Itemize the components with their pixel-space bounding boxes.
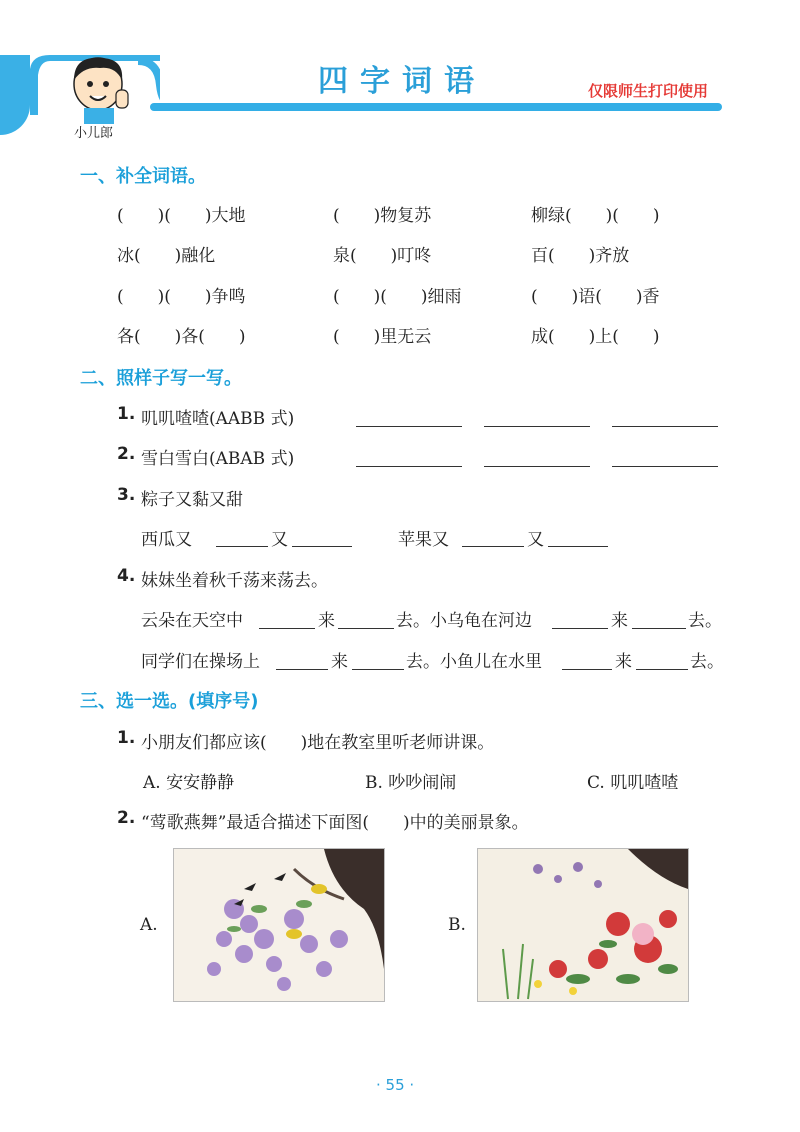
picture-a[interactable] [173, 848, 385, 1002]
answer-line[interactable] [612, 466, 718, 467]
word-item: ( )语( )香 [531, 287, 660, 307]
question-text: 妹妹坐着秋千荡来荡去。 [141, 571, 328, 591]
prompt-text: 又 [271, 530, 288, 550]
word-item: ( )( )细雨 [333, 287, 462, 307]
word-item: 冰( )融化 [117, 246, 216, 266]
answer-line[interactable] [292, 546, 352, 547]
mascot-icon [60, 50, 140, 125]
pic-label-b: B. [448, 915, 466, 935]
page-title: 四字词语 [318, 64, 486, 99]
question-text: 粽子又黏又甜 [141, 490, 243, 510]
answer-line[interactable] [356, 426, 462, 427]
option-b[interactable]: B. 吵吵闹闹 [365, 773, 457, 793]
question-text: 雪白雪白(ABAB 式) [141, 449, 295, 469]
question-number: 2. [117, 444, 136, 464]
header-bar [150, 103, 722, 111]
question-text: 小朋友们都应该( )地在教室里听老师讲课。 [141, 733, 495, 753]
section3-heading: 三、选一选。(填序号) [80, 691, 259, 712]
option-c[interactable]: C. 叽叽喳喳 [587, 773, 679, 793]
question-number: 1. [117, 404, 136, 424]
question-number: 3. [117, 485, 136, 505]
picture-b[interactable] [477, 848, 689, 1002]
word-item: ( )( )争鸣 [117, 287, 246, 307]
print-note: 仅限师生打印使用 [588, 82, 709, 100]
answer-line[interactable] [562, 669, 612, 670]
answer-line[interactable] [352, 669, 404, 670]
prompt-text: 去。 [690, 652, 724, 672]
answer-line[interactable] [612, 426, 718, 427]
word-item: 泉( )叮咚 [333, 246, 432, 266]
option-a[interactable]: A. 安安静静 [143, 773, 235, 793]
prompt-text: 去。小鱼儿在水里 [406, 652, 542, 672]
word-item: ( )物复苏 [333, 206, 432, 226]
word-item: 各( )各( ) [117, 327, 246, 347]
question-text: “莺歌燕舞”最适合描述下面图( )中的美丽景象。 [141, 813, 529, 833]
answer-line[interactable] [259, 628, 315, 629]
prompt-text: 来 [331, 652, 348, 672]
prompt-text: 西瓜又 [141, 530, 192, 550]
page-number: · 55 · [376, 1076, 415, 1094]
answer-line[interactable] [548, 546, 608, 547]
word-item: ( )里无云 [333, 327, 432, 347]
question-text: 叽叽喳喳(AABB 式) [141, 409, 295, 429]
answer-line[interactable] [484, 466, 590, 467]
prompt-text: 云朵在天空中 [141, 611, 243, 631]
answer-line[interactable] [338, 628, 394, 629]
answer-line[interactable] [636, 669, 688, 670]
answer-line[interactable] [484, 426, 590, 427]
answer-line[interactable] [276, 669, 328, 670]
prompt-text: 又 [527, 530, 544, 550]
word-item: 成( )上( ) [531, 327, 660, 347]
answer-line[interactable] [462, 546, 524, 547]
prompt-text: 来 [611, 611, 628, 631]
word-item: ( )( )大地 [117, 206, 246, 226]
prompt-text: 同学们在操场上 [141, 652, 260, 672]
prompt-text: 苹果又 [398, 530, 449, 550]
section1-heading: 一、补全词语。 [80, 166, 206, 187]
answer-line[interactable] [356, 466, 462, 467]
prompt-text: 来 [318, 611, 335, 631]
question-number: 1. [117, 728, 136, 748]
word-item: 百( )齐放 [531, 246, 630, 266]
question-number: 2. [117, 808, 136, 828]
pic-label-a: A. [140, 915, 158, 935]
section2-heading: 二、照样子写一写。 [80, 368, 242, 389]
prompt-text: 来 [615, 652, 632, 672]
brand-text: 小儿郎 [74, 126, 114, 141]
question-number: 4. [117, 566, 136, 586]
word-item: 柳绿( )( ) [531, 206, 660, 226]
prompt-text: 去。 [688, 611, 722, 631]
answer-line[interactable] [632, 628, 686, 629]
answer-line[interactable] [552, 628, 608, 629]
answer-line[interactable] [216, 546, 268, 547]
prompt-text: 去。小乌龟在河边 [396, 611, 532, 631]
